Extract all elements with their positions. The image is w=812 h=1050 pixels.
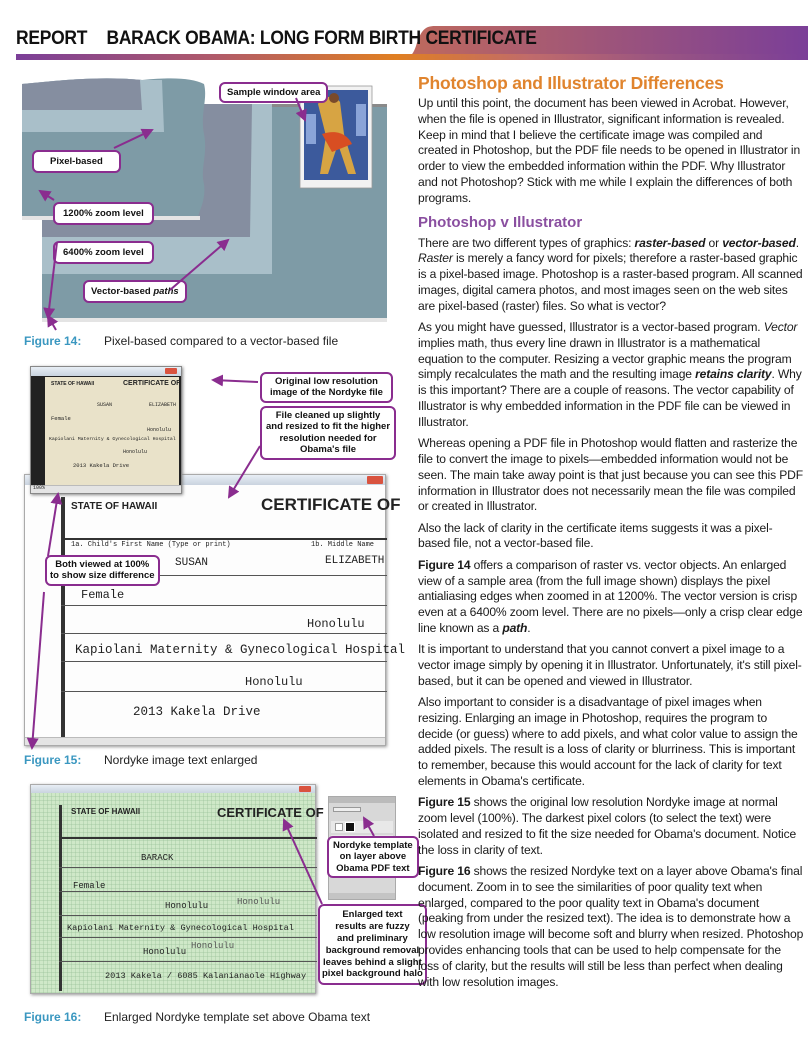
zoom-comparison-graphic — [22, 74, 412, 324]
text-run: shows the original low resolution Nordyke image at normal zoom level (100%). The darkest pixel colors (to select the text) were isolated and resized to fit the size needed for Obama's document. Notice the loss in clarity of text. — [418, 795, 797, 857]
paragraph-figure-15 — [418, 795, 804, 858]
callout-pixel-based: Pixel-based — [32, 150, 121, 173]
emphasis-raster-based: raster-based — [634, 235, 706, 250]
page-title — [16, 28, 537, 50]
report-title: BARACK OBAMA: LONG FORM BIRTH CERTIFICATE — [106, 28, 537, 49]
text-run: implies math, thus every line drawn in Illustrator is a mathematical equation to the computer. Resizing a vector graphic means the program simply recalculates the math and the resulting image — [418, 335, 792, 382]
layer-row-nordyke[interactable] — [331, 821, 393, 833]
window-titlebar — [31, 785, 315, 793]
cert-hospital: Kapiolani Maternity & Gynecological Hospital — [49, 437, 176, 442]
callout-line: pixel background halo — [322, 968, 423, 980]
cert-place: Honolulu — [307, 617, 365, 631]
figure-14-label: Figure 14: — [24, 334, 82, 348]
paragraph-cannot-convert: It is important to understand that you cannot convert a pixel image to a vector image simply by opening it in Illustrator. Unfortunately, it's still pixel-based, but it can be opened and viewed in Illustrator. — [418, 642, 802, 688]
blend-mode-select[interactable] — [333, 807, 361, 812]
layers-panel-footer — [329, 893, 395, 899]
text-run: . — [527, 620, 531, 635]
cert-rule — [61, 633, 387, 634]
callout-line: image of the Nordyke file — [270, 387, 383, 399]
figure-15-image — [22, 362, 412, 748]
cert-street: 2013 Kakela Drive — [73, 462, 130, 469]
cert-street: 2013 Kakela / 6085 Kalanianaole Highway — [105, 971, 307, 981]
cert-rule — [61, 605, 387, 606]
callout-vector-paths-italic: paths — [153, 286, 179, 297]
callout-line: results are fuzzy — [335, 920, 410, 932]
figure-15-caption-text: Nordyke image text enlarged — [104, 753, 258, 767]
cert-state-label: STATE OF HAWAII — [71, 807, 141, 816]
article-intro: Up until this point, the document has been viewed in Acrobat. However, when the file is opened in Illustrator, significant information is revealed. Keep in mind that I believe the certificate image was compiled and created in Photoshop, but the PDF file needs to be opened in Illustrator in order to view the embedded information within the PDF. Why Illustrator and not Photoshop? Stick with me while I explain the differences of both programs. — [418, 96, 801, 205]
cert-first-name: SUSAN — [175, 557, 209, 569]
cert-rule — [59, 867, 317, 868]
cert-street: 2013 Kakela Drive — [133, 705, 261, 719]
figure-14-caption — [24, 334, 338, 348]
callout-line: File cleaned up slightly — [275, 410, 381, 421]
text-run: There are two different types of graphics: — [418, 235, 635, 250]
cert-state-label: STATE OF HAWAII — [71, 501, 158, 512]
callout-line: on layer above — [339, 851, 407, 863]
text-run: . Why is this important? There are a couple of reasons. The vector capability of Illustrator is why embedded information in the PDF file can be viewed in Illustrator. — [418, 367, 802, 429]
figure-15-caption — [24, 753, 257, 767]
window-status-bar — [31, 485, 181, 493]
figure-14-reference: Figure 14 — [418, 557, 471, 572]
cert-middle-name-label: 1b. Middle Name — [311, 541, 375, 549]
certificate-border — [59, 805, 62, 991]
cert-sex: Female — [51, 415, 71, 422]
window-status-bar — [25, 737, 385, 745]
zoom-level-readout: 100% — [33, 485, 46, 491]
callout-enlarged-fuzzy — [318, 904, 427, 985]
text-run: or — [705, 235, 723, 250]
cert-rule — [59, 961, 317, 962]
callout-line: Enlarged text — [342, 909, 403, 920]
cert-residence: Honolulu — [245, 675, 303, 689]
article-subheading: Photoshop v Illustrator — [418, 213, 583, 231]
cert-rule — [59, 937, 317, 938]
text-run: . — [795, 235, 799, 250]
callout-6400-zoom: 6400% zoom level — [53, 241, 154, 264]
callout-file-cleaned — [260, 406, 396, 460]
callout-line: and resized to fit the higher — [266, 421, 391, 433]
cert-place-obama: Honolulu — [237, 897, 281, 907]
figure-15-reference: Figure 15 — [418, 795, 471, 810]
cert-place: Honolulu — [147, 427, 172, 433]
cert-rule — [61, 691, 387, 692]
callout-line: resolution needed for — [279, 432, 377, 444]
layers-panel-tabs[interactable] — [329, 797, 395, 803]
paragraph-lack-of-clarity: Also the lack of clarity in the certificate items suggests it was a pixel-based file, not a vector-based file. — [418, 520, 773, 551]
cert-rule — [59, 837, 317, 839]
text-run: is merely a fancy word for pixels; therefore a raster-based graphic is a pixel-based image. Photoshop is a raster-based program. All scanned images, digital camera photos, and most images seen on the web sites are pixel-based (raster) files. So what is vector? — [418, 251, 803, 313]
section-label: REPORT — [16, 28, 88, 49]
cert-middle-name: ELIZABETH — [149, 402, 177, 408]
header-accent-bar — [16, 54, 808, 60]
figure-16-reference: Figure 16 — [418, 864, 471, 879]
emphasis-path: path — [502, 620, 528, 635]
callout-sample-window-area: Sample window area — [219, 82, 328, 103]
paragraph-figure-14 — [418, 558, 804, 637]
cert-rule — [59, 915, 317, 916]
cert-title: CERTIFICATE OF — [261, 495, 401, 514]
text-run: offers a comparison of raster vs. vector objects. An enlarged view of a sample area (from the full image shown) displays the pixel antialiasing edges when zoomed in at 1200%. The vector version is crisp even at a 6400% zoom level. There are no pixels—only a crisp clear edge line known as a — [418, 557, 803, 635]
cert-first-name: SUSAN — [97, 402, 113, 408]
cert-sex: Female — [81, 588, 125, 602]
paragraph-raster-vector — [418, 236, 804, 315]
callout-line: to show size difference — [50, 570, 155, 582]
cert-hospital: Kapiolani Maternity & Gynecological Hospital — [75, 643, 406, 657]
article-heading: Photoshop and Illustrator Differences — [418, 73, 724, 93]
emphasis-retains-clarity: retains clarity — [695, 367, 772, 382]
callout-line: leaves behind a slight — [323, 956, 422, 968]
paragraph-disadvantage: Also important to consider is a disadvantage of pixel images when resizing. Enlarging an image in Photoshop, requires the program to decide (or guess) where to add pixels, and what color value to assign the added pixels. The result is a loss of clarity or blurriness. This is important to remember, because this would account for the lack of clarity for text elements in Obama's certificate. — [418, 695, 798, 789]
cert-first-name: BARACK — [141, 853, 174, 863]
callout-line: Nordyke template — [333, 840, 413, 851]
article-column — [418, 72, 804, 996]
emphasis-vector: Vector — [763, 320, 798, 335]
cert-rule — [59, 891, 317, 892]
callout-nordyke-layer — [327, 836, 419, 878]
window-close-button[interactable] — [299, 786, 311, 792]
figure-14-image — [22, 74, 412, 324]
callout-original-low-res — [260, 372, 393, 403]
callout-line: Both viewed at 100% — [55, 559, 150, 570]
layer-mask-thumbnail — [345, 822, 355, 832]
certificate-border — [61, 497, 65, 745]
text-run: As you might have guessed, Illustrator is a vector-based program. — [418, 320, 764, 335]
figure-15-label: Figure 15: — [24, 753, 82, 767]
cert-residence: Honolulu — [123, 449, 148, 455]
overlay-certificate-window — [30, 784, 324, 994]
figure-16-caption — [24, 1010, 370, 1024]
layer-thumbnail — [335, 823, 343, 831]
figure-16-image — [22, 782, 423, 1002]
callout-vector-paths — [83, 280, 187, 303]
callout-line: background removal — [325, 944, 420, 956]
figure-14-caption-text: Pixel-based compared to a vector-based file — [104, 334, 339, 348]
cert-title: CERTIFICATE OF — [123, 380, 181, 387]
callout-line: Original low resolution — [275, 376, 378, 387]
callout-line: and preliminary — [337, 932, 408, 944]
text-run: shows the resized Nordyke text on a layer above Obama's final document. Zoom in to see the similarities of poor quality text when enlarged, compared to the poor quality text in Obama's document (peaking from under the resized text). The idea is to demonstrate how a low resolution image will become soft and blurry when resized. Photoshop provides enhancing tools that can be used to help compensate for the loss of clarity, but the results will still be less than perfect when dealing with low resolution images. — [418, 864, 804, 989]
callout-line: Obama's file — [299, 444, 357, 456]
callout-1200-zoom: 1200% zoom level — [53, 202, 154, 225]
paragraph-figure-16 — [418, 864, 804, 990]
paragraph-photoshop-flatten: Whereas opening a PDF file in Photoshop would flatten and rasterize the file to convert the image to pixels—embedded information would not be seen. The main take away point is that just because you can see this PDF information in Illustrator does not necessarily mean the file was compiled or created in Illustrator. — [418, 436, 803, 514]
cert-middle-name: ELIZABETH — [325, 555, 385, 567]
emphasis-raster: Raster — [418, 251, 453, 266]
enlarged-certificate-window — [24, 474, 406, 746]
cert-title: CERTIFICATE OF — [217, 805, 324, 820]
figure-16-caption-text: Enlarged Nordyke template set above Obama text — [104, 1010, 371, 1024]
paragraph-illustrator-vector — [418, 320, 804, 431]
cert-rule — [61, 538, 387, 540]
original-nordyke-window — [30, 366, 182, 494]
cert-sex: Female — [73, 881, 106, 891]
callout-both-100 — [45, 555, 160, 586]
window-titlebar — [31, 367, 181, 376]
window-close-button[interactable] — [165, 368, 177, 374]
cert-place-nordyke: Honolulu — [165, 901, 209, 911]
cert-state-label: STATE OF HAWAII — [51, 381, 95, 387]
callout-line: Obama PDF text — [336, 862, 410, 874]
cert-residence-obama: Honolulu — [191, 941, 235, 951]
cert-first-name-label: 1a. Child's First Name (Type or print) — [71, 541, 231, 549]
cert-residence-nordyke: Honolulu — [143, 947, 187, 957]
callout-vector-label: Vector-based — [91, 286, 154, 297]
figure-16-label: Figure 16: — [24, 1010, 82, 1024]
cert-rule — [61, 661, 387, 662]
window-close-button[interactable] — [367, 476, 383, 484]
emphasis-vector-based: vector-based — [722, 235, 796, 250]
cert-hospital: Kapiolani Maternity & Gynecological Hospital — [67, 923, 294, 933]
page-header — [16, 22, 808, 62]
